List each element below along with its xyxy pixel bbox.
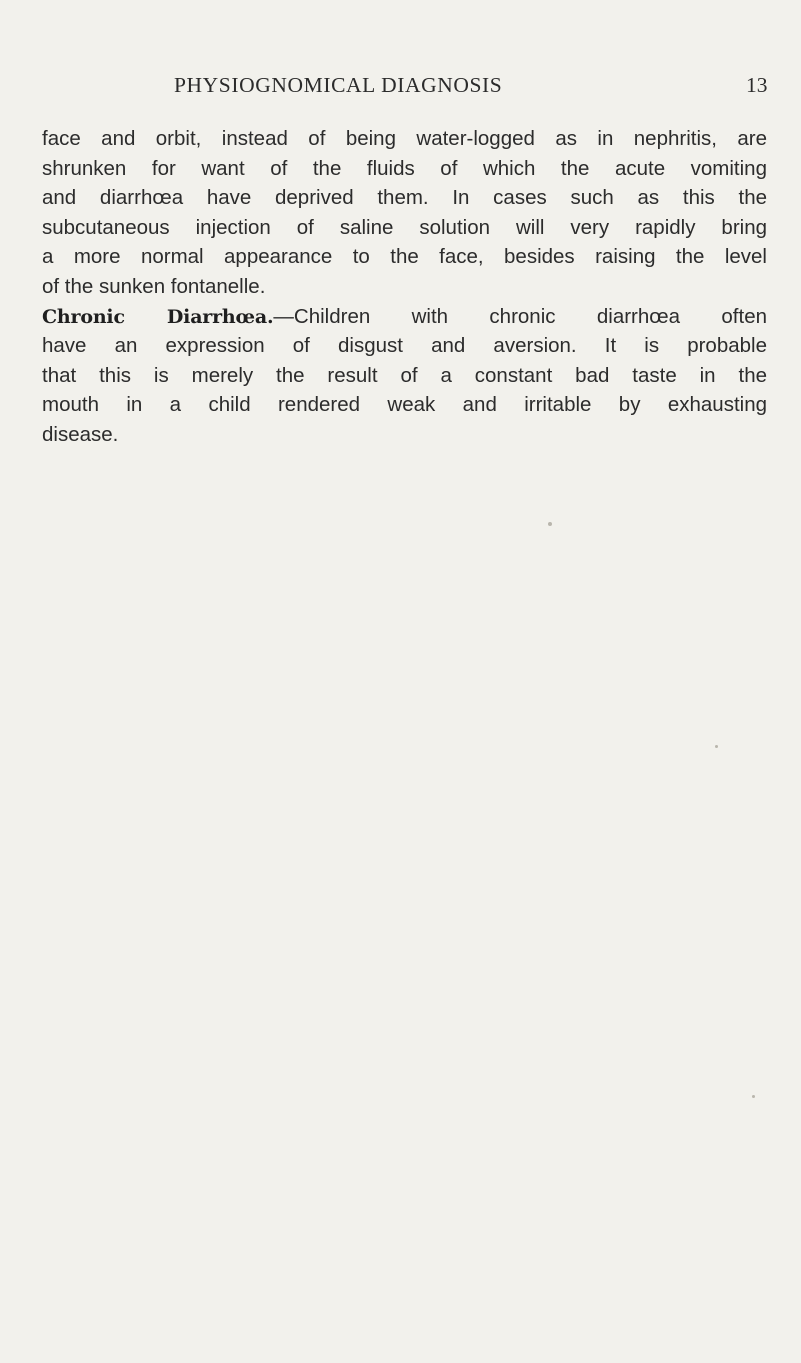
- text-line: and diarrhœa have deprived them. In cases such as this the: [42, 186, 767, 210]
- paragraph-continuation: [42, 124, 767, 302]
- section-lead-heading: Chronic Diarrhœa.: [42, 305, 274, 328]
- text-run: —Children with chronic diarrhœa often: [273, 304, 767, 328]
- paper-speck: [548, 522, 552, 526]
- text-line: a more normal appearance to the face, besides raising the level: [42, 245, 767, 269]
- body-text: [42, 124, 767, 450]
- page-number: 13: [746, 73, 768, 97]
- paragraph-chronic-diarrhoea: [42, 302, 767, 450]
- text-line: of the sunken fontanelle.: [42, 274, 266, 298]
- paper-speck: [715, 745, 718, 748]
- text-line: subcutaneous injection of saline solution will very rapidly bring: [42, 215, 767, 239]
- paper-speck: [752, 1095, 755, 1098]
- text-line: shrunken for want of the fluids of which the acute vomiting: [42, 156, 767, 180]
- text-line: [42, 302, 767, 332]
- text-line: disease.: [42, 422, 119, 446]
- running-head: [0, 73, 801, 107]
- text-line: mouth in a child rendered weak and irritable by exhausting: [42, 393, 767, 417]
- text-line: that this is merely the result of a constant bad taste in the: [42, 363, 767, 387]
- running-title: PHYSIOGNOMICAL DIAGNOSIS: [174, 73, 503, 97]
- text-line: have an expression of disgust and aversion. It is probable: [42, 334, 767, 358]
- text-line: face and orbit, instead of being water-logged as in nephritis, are: [42, 127, 767, 150]
